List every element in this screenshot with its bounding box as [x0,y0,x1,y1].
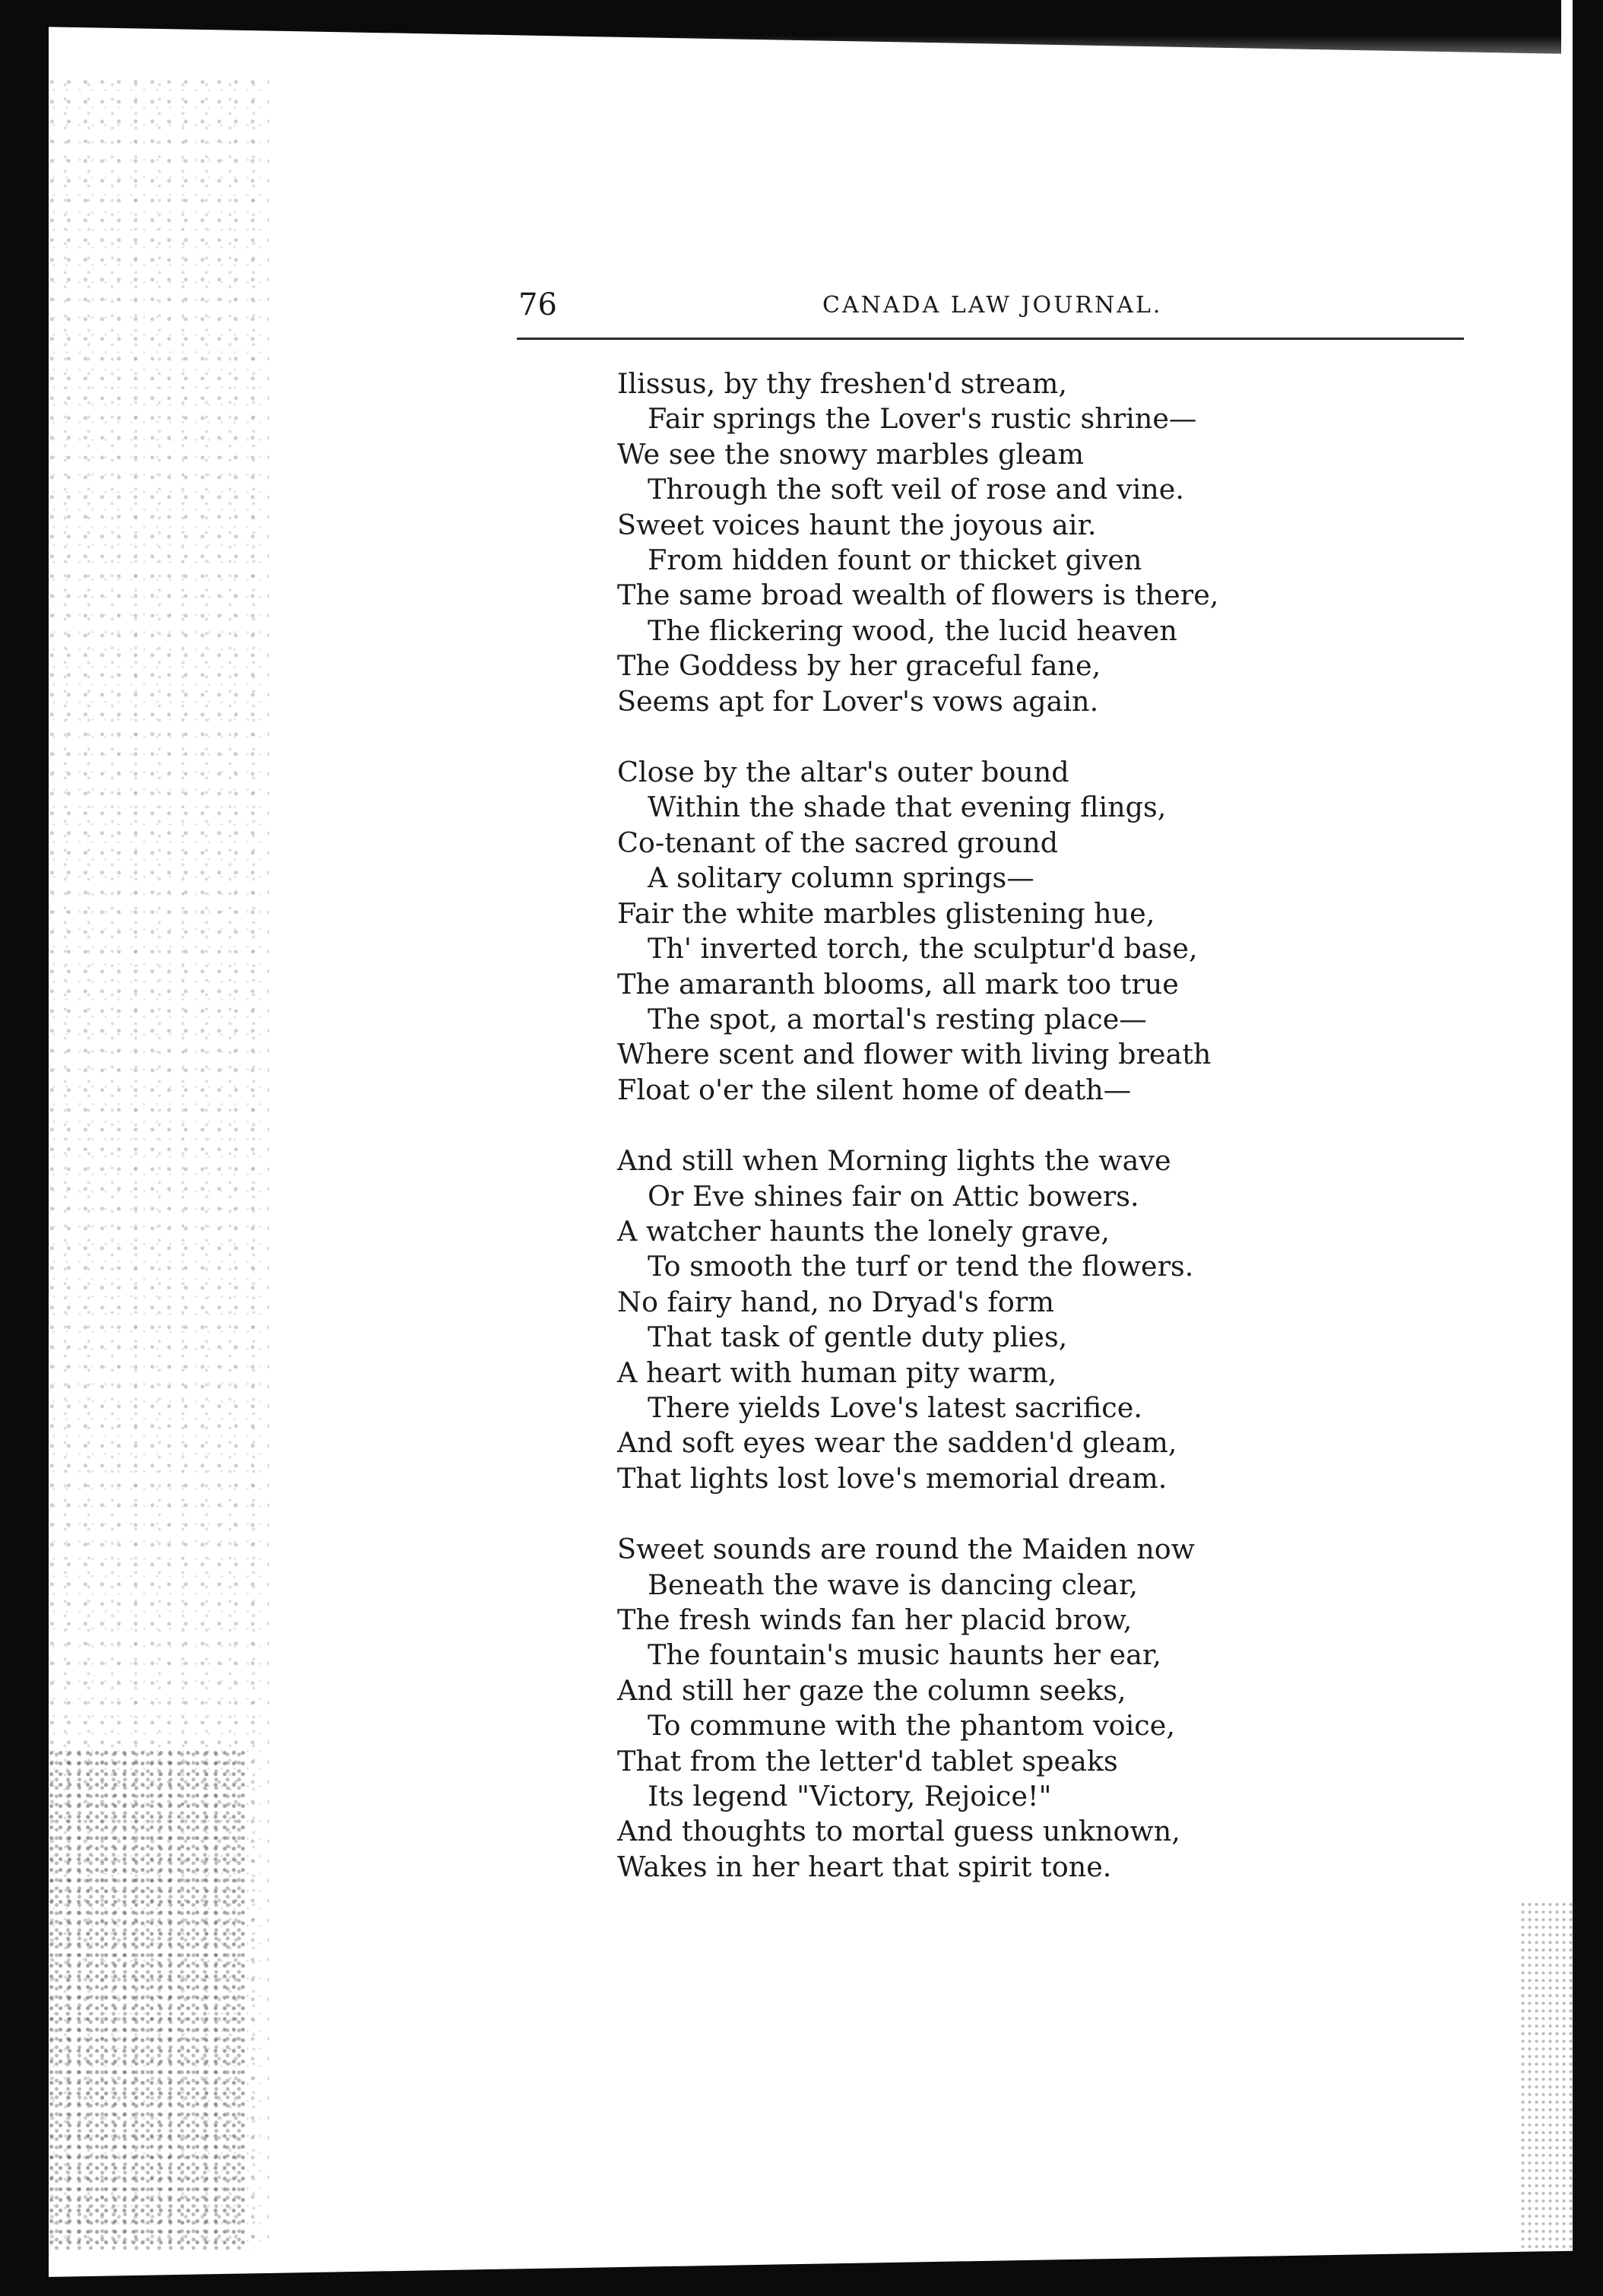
poem-line: And still when Morning lights the wave [617,1144,1171,1178]
poem-line: And still her gaze the column seeks, [617,1673,1126,1707]
poem-line: A solitary column springs— [648,861,1034,895]
poem-line: That task of gentle duty plies, [648,1321,1068,1354]
stanza-2 [617,755,1514,1108]
stanza-break [617,719,1514,755]
poem-line: Co-tenant of the sacred ground [617,826,1059,859]
poem-line: Fair springs the Lover's rustic shrine— [648,402,1197,436]
scan-border-bottom [0,2250,1603,2296]
poem-line: A heart with human pity warm, [617,1356,1057,1389]
poem-line: A watcher haunts the lonely grave, [617,1214,1110,1248]
poem-line: No fairy hand, no Dryad's form [617,1285,1054,1318]
poem-line: That from the letter'd tablet speaks [617,1744,1118,1777]
poem-line: Seems apt for Lover's vows again. [617,684,1099,718]
poem-line: To commune with the phantom voice, [648,1709,1175,1743]
scan-border-right [1573,0,1603,2296]
binding-speckle-bottom [49,1749,246,2250]
stanza-break [617,1108,1514,1143]
header-rule [517,338,1464,340]
poem-line: The flickering wood, the lucid heaven [648,614,1177,647]
poem-line: Through the soft veil of rose and vine. [648,473,1184,506]
poem-line: Ilissus, by thy freshen'd stream, [617,367,1067,400]
poem-line: Its legend "Victory, Rejoice!" [648,1780,1052,1813]
running-head: CANADA LAW JOURNAL. [822,292,1163,319]
stanza-break [617,1496,1514,1532]
poem-line: Th' inverted torch, the sculptur'd base, [648,932,1198,966]
scan-border-left [0,0,49,2296]
poem-line: Or Eve shines fair on Attic bowers. [648,1179,1139,1213]
poem-line: The amaranth blooms, all mark too true [617,967,1179,1001]
poem-line: We see the snowy marbles gleam [617,437,1085,471]
poem-line: Within the shade that evening flings, [648,791,1167,824]
page-number: 76 [518,287,557,322]
poem-line: The fountain's music haunts her ear, [648,1638,1161,1672]
poem-line: The Goddess by her graceful fane, [617,649,1101,683]
poem-line: There yields Love's latest sacrifice. [648,1391,1142,1424]
poem-line: The spot, a mortal's resting place— [648,1002,1147,1035]
poem [617,366,1514,1885]
poem-line: Sweet voices haunt the joyous air. [617,508,1097,541]
poem-line: Sweet sounds are round the Maiden now [617,1533,1195,1566]
poem-line: And soft eyes wear the sadden'd gleam, [617,1426,1177,1460]
poem-line: From hidden fount or thicket given [648,544,1142,577]
poem-line: Wakes in her heart that spirit tone. [617,1850,1112,1883]
poem-line: The same broad wealth of flowers is there, [617,579,1219,612]
poem-line: Beneath the wave is dancing clear, [648,1568,1139,1601]
page-header [518,287,1461,330]
poem-line: Where scent and flower with living breath [617,1038,1212,1071]
page-edge-shadow [1519,1901,1573,2250]
scan-border-top [49,0,1561,90]
poem-line: Fair the white marbles glistening hue, [617,896,1155,930]
poem-line: That lights lost love's memorial dream. [617,1461,1167,1495]
stanza-3 [617,1143,1514,1496]
poem-line: To smooth the turf or tend the flowers. [648,1250,1194,1283]
poem-line: And thoughts to mortal guess unknown, [617,1815,1180,1848]
poem-line: Close by the altar's outer bound [617,756,1069,789]
poem-line: Float o'er the silent home of death— [617,1073,1132,1106]
poem-line: The fresh winds fan her placid brow, [617,1603,1133,1636]
stanza-4 [617,1532,1514,1885]
stanza-1 [617,366,1514,719]
